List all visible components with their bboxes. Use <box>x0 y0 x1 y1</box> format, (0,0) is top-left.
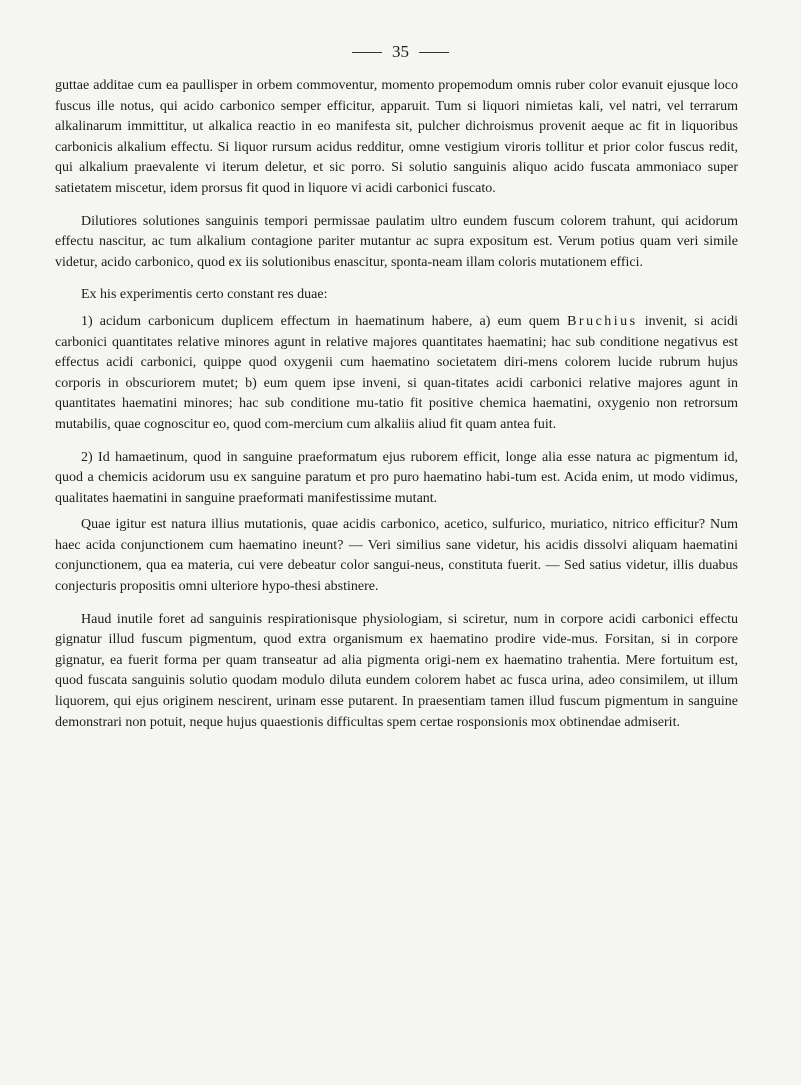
paragraph: guttae additae cum ea paullisper in orbem commoventur, momento propemodum omnis ruber color evanuit ejusque loco fuscus ille notus, qui acido carbonico semper efficitur, apparuit. Tum si liquori nimietas kali, vel natri, vel terrarum alkalinarum immittitur, ut alkalica reactio in eo manifesta sit, pulcher dichroismus provenit aeque ac fit in liquoribus carbonicis alkalium effectu. Si liquor rursum acidus redditur, omne vestigium viroris tollitur et prior color fuscus redit, qui alkalium praevalente vi iterum deletur, et sic porro. Si solutio sanguinis aliquo acido fuscata ammoniaco super satietatem miscetur, idem prorsus fit quod in liquore vi acidi carbonici fuscato. <box>55 78 738 196</box>
item-text: 1) acidum carbonicum duplicem effectum in haematinum habere, a) eum quem <box>81 313 568 329</box>
numbered-item-1 <box>55 312 738 436</box>
page-number: 35 <box>392 42 409 61</box>
paragraph: Ex his experimentis certo constant res duae: <box>81 287 328 303</box>
numbered-item-2: 2) Id hamaetinum, quod in sanguine praeformatum ejus ruborem efficit, longe alia esse natura ac pigmentum id, quod a chemicis acidorum usu ex sanguine paratum et pro puro haematino habi-tum est. Acida enim, ut modo vidimus, qualitates haematini in sanguine praeformati manifestissime mutant. <box>55 449 738 506</box>
author-name: Bruchius <box>567 313 638 329</box>
body-text <box>55 76 738 745</box>
paragraph: Dilutiores solutiones sanguinis tempori permissae paulatim ultro eundem fuscum colorem trahunt, qui acidorum effectu nascitur, ac tum alkalium contagione pariter mutantur ac supra expositum est. Verum potius quam veri simile videtur, acido carbonico, quod ex iis solutionibus enascitur, sponta-neam illam coloris mutationem effici. <box>55 213 738 270</box>
paragraph: Quae igitur est natura illius mutationis, quae acidis carbonico, acetico, sulfurico, muriatico, nitrico efficitur? Num haec acida conjunctionem cum haematino ineunt? — Veri similius sane videtur, his acidis dissolvi aliquam haematini conjunctionem, qua ea materia, cui vere debeatur color sangui-neus, constituta fuerit. — Sed satius videtur, illis duabus conjecturis propositis omni ulteriore hypo-thesi abstinere. <box>55 517 738 595</box>
paragraph: Haud inutile foret ad sanguinis respirationisque physiologiam, si sciretur, num in corpore acidi carbonici effectu gignatur illud fuscum pigmentum, quod extra organismum ex haematino prodire vide-mus. Forsitan, si in corpore gignatur, ea fuerit forma per quam transeatur ad alia pigmenta origi-nem ex haematino trahentia. Mere fortuitum est, quod fuscata sanguinis solutio quodam modulo diluta eundem colorem habet ac fusca urina, adeo consimilem, ut illum liquorem, qui ejus originem nescirent, urinam esse putarent. In praesentiam tamen illud fuscum pigmentum in sanguine demonstrari non potuit, neque hujus quaestionis difficultas spem certae rosponsionis mox obtinendae admiserit. <box>55 611 738 730</box>
item-text: invenit, si acidi carbonici quantitates relative minores agunt in relative majores quantitates haematini; hac sub conditione negativus est effectus acidi carbonici, quippe quod oxygenii cum haematino societatem diri-mens colorem lucide rubrum hujus corporis in obscuriorem mutet; b) eum quem ipse inveni, si quan-titates acidi carbonici relative majores agunt in quantitates haematini minores; hac sub conditione mu-tatio fit positive chemica haematini, oxygenio non retrorsum mutabilis, quae cognoscitur eo, quod com-mercium cum alkaliis aliud fit quam antea fuit. <box>55 313 738 432</box>
header-rule-left <box>352 52 382 53</box>
page-header <box>0 42 801 62</box>
header-rule-right <box>419 52 449 53</box>
